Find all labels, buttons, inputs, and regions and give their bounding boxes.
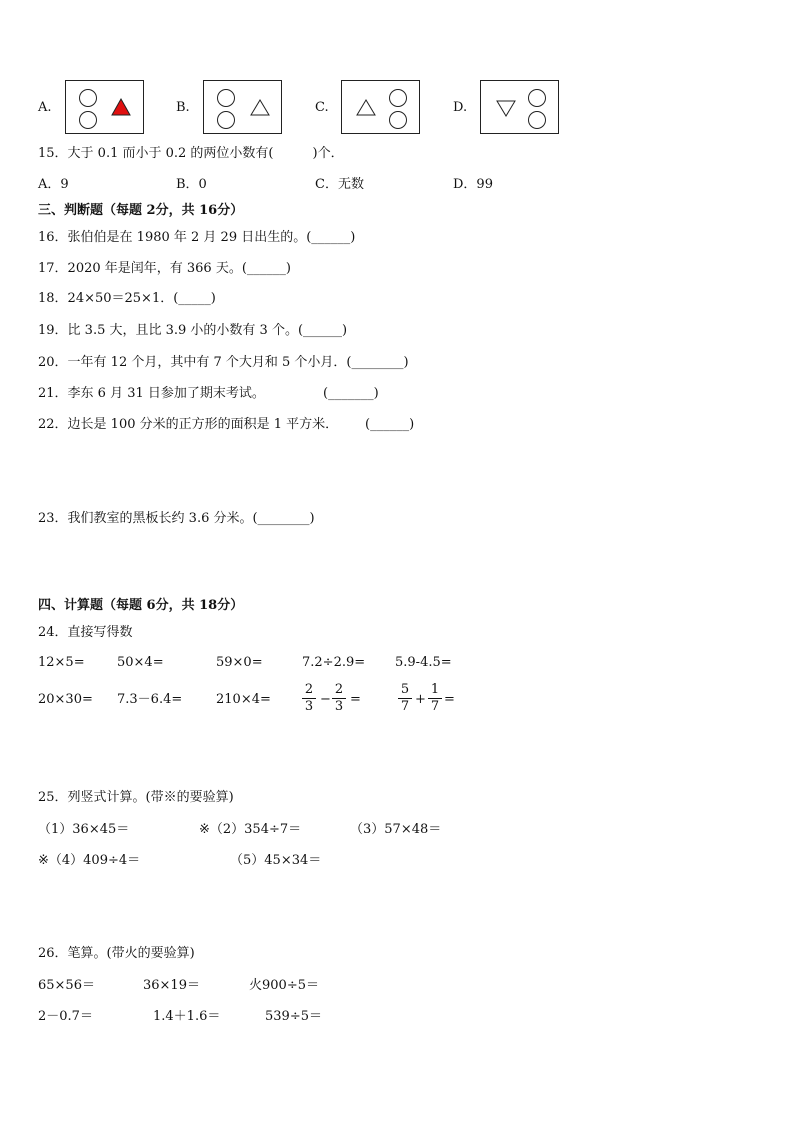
q25-r1-3: （3）57×48＝ (350, 822, 442, 837)
q25-r2-1: ※（4）409÷4＝ (38, 853, 141, 868)
option-c-figure (341, 80, 420, 134)
circle-icon (390, 112, 407, 129)
q15-choice-d: D．99 (453, 177, 493, 192)
q15-stem: 15．大于 0.1 而小于 0.2 的两位小数有( )个． (38, 146, 344, 161)
q18: 18．24×50＝25×1．(_____) (38, 291, 216, 306)
circle-icon (529, 90, 546, 107)
q24-r1-5: 5.9-4.5= (395, 655, 452, 670)
operator: + (415, 692, 426, 707)
q15-choice-c: C．无数 (315, 177, 364, 192)
circle-icon (80, 112, 97, 129)
q26-stem: 26．笔算。(带火的要验算) (38, 946, 195, 961)
q25-r2-2: （5）45×34＝ (230, 853, 322, 868)
fraction: 5 7 (398, 683, 412, 714)
q26-r1-1: 65×56＝ (38, 978, 95, 993)
equals: = (350, 692, 361, 707)
circle-icon (80, 90, 97, 107)
option-letter-c: C. (315, 100, 329, 115)
q16: 16．张伯伯是在 1980 年 2 月 29 日出生的。(______) (38, 230, 356, 245)
q24-r1-2: 50×4= (117, 655, 164, 670)
q25-r1-2: ※（2）354÷7＝ (199, 822, 302, 837)
q26-r2-2: 1.4＋1.6＝ (153, 1009, 221, 1024)
q26-r1-3: 火900÷5＝ (249, 978, 319, 993)
q22-blank: (______) (365, 417, 415, 432)
red-triangle-icon (112, 99, 130, 115)
q25-stem: 25．列竖式计算。(带※的要验算) (38, 790, 234, 805)
q24-r2-3: 210×4= (216, 692, 271, 707)
inverted-triangle-icon (497, 101, 515, 116)
q26-r1-2: 36×19＝ (143, 978, 200, 993)
q24-r1-4: 7.2÷2.9= (302, 655, 366, 670)
circle-icon (218, 112, 235, 129)
section4-title: 四、计算题（每题 6分，共 18分） (38, 598, 244, 613)
triangle-icon (251, 100, 269, 115)
option-a-figure (65, 80, 144, 134)
option-letter-a: A. (38, 100, 52, 115)
circle-icon (218, 90, 235, 107)
q24-r2-1: 20×30= (38, 692, 93, 707)
q21-blank: (_______) (323, 386, 379, 401)
option-letter-d: D. (453, 100, 468, 115)
q24-r2-2: 7.3－6.4= (117, 692, 183, 707)
q24-r1-3: 59×0= (216, 655, 263, 670)
fraction: 2 3 (302, 683, 316, 714)
q24-stem: 24．直接写得数 (38, 625, 133, 640)
q15-choice-a: A．9 (38, 177, 69, 192)
section3-title: 三、判断题（每题 2分，共 16分） (38, 203, 244, 218)
option-b-figure (203, 80, 282, 134)
q19: 19．比 3.5 大，且比 3.9 小的小数有 3 个。(______) (38, 323, 348, 338)
q23: 23．我们教室的黑板长约 3.6 分米。(________) (38, 511, 315, 526)
q21: 21．李东 6 月 31 日参加了期末考试。 (38, 386, 265, 401)
option-letter-b: B. (176, 100, 190, 115)
circle-icon (529, 112, 546, 129)
q25-r1-1: （1）36×45＝ (38, 822, 130, 837)
q20: 20．一年有 12 个月，其中有 7 个大月和 5 个小月．(________) (38, 355, 409, 370)
q17: 17．2020 年是闰年，有 366 天。(______) (38, 261, 291, 276)
triangle-icon (357, 100, 375, 115)
q22: 22．边长是 100 分米的正方形的面积是 1 平方米． (38, 417, 339, 432)
circle-icon (390, 90, 407, 107)
q24-r1-1: 12×5= (38, 655, 85, 670)
operator: − (320, 692, 331, 707)
q15-choice-b: B．0 (176, 177, 207, 192)
fraction: 1 7 (428, 683, 442, 714)
q26-r2-1: 2－0.7＝ (38, 1009, 93, 1024)
option-d-figure (480, 80, 559, 134)
q26-r2-3: 539÷5＝ (265, 1009, 322, 1024)
equals: = (444, 692, 455, 707)
fraction: 2 3 (332, 683, 346, 714)
